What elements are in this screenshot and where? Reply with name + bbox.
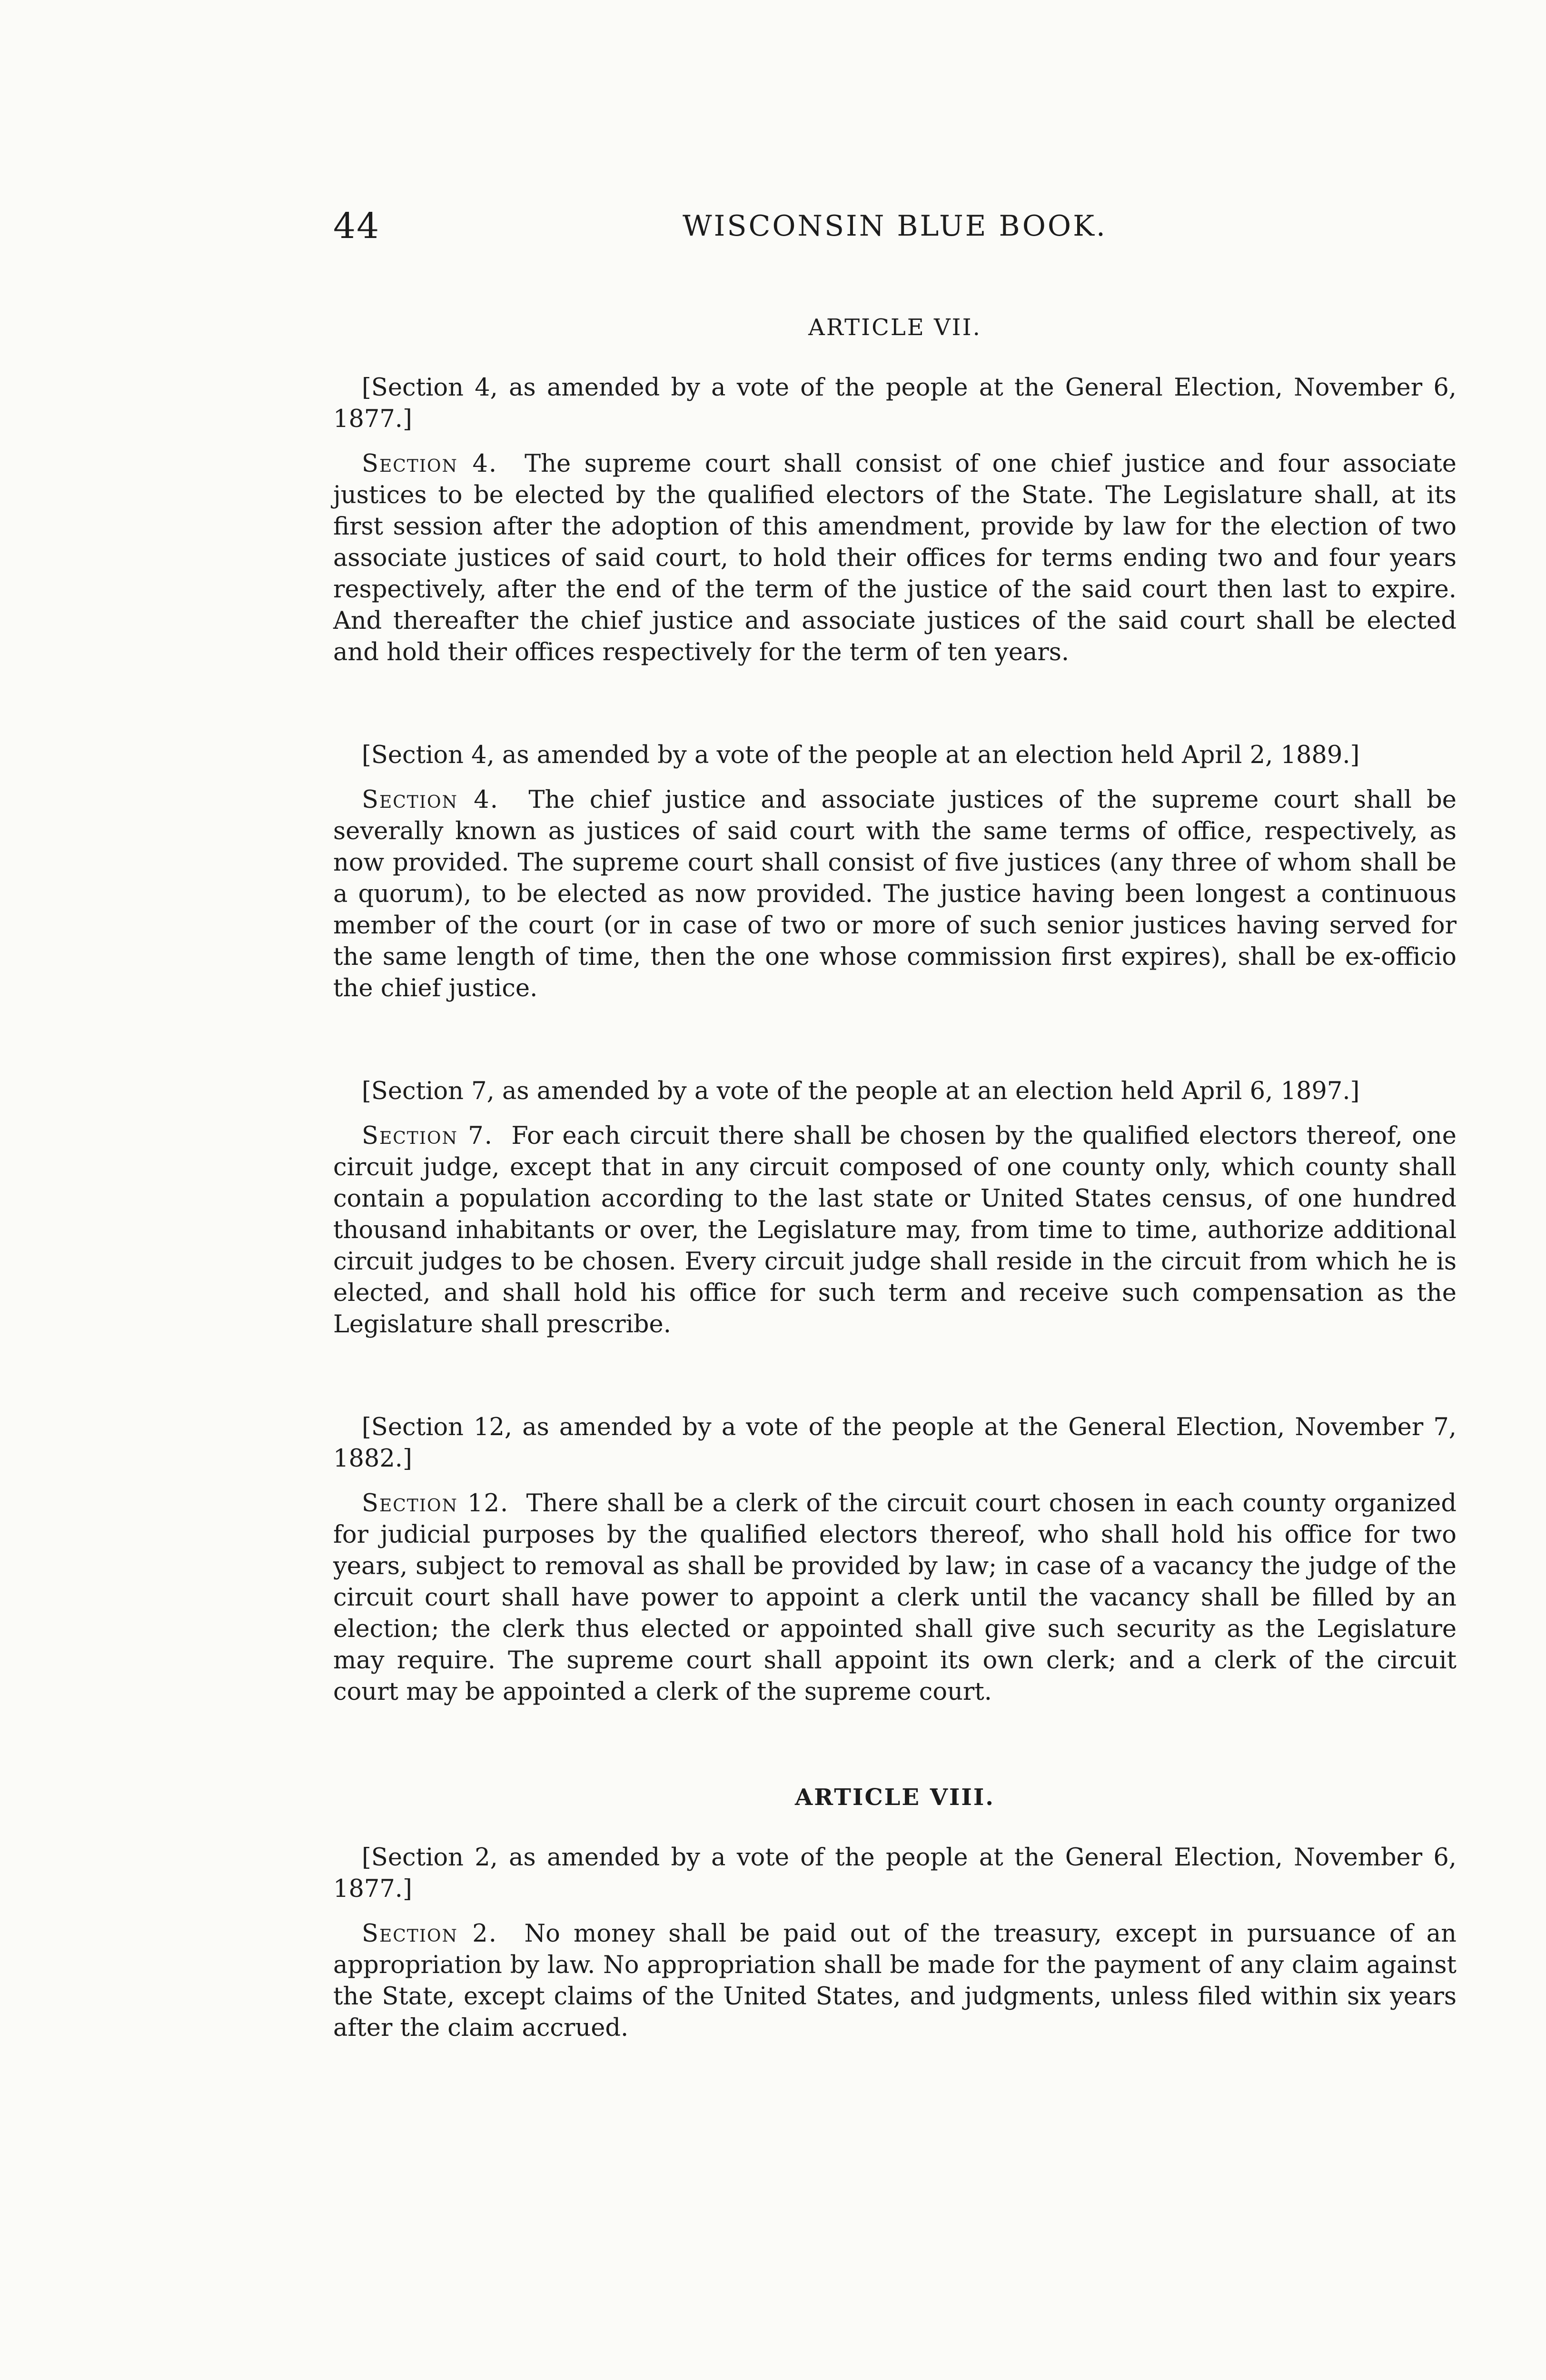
section-text: For each circuit there shall be chosen by the qualified electors thereof, one circuit judge, except that in any circuit composed of one county only, which county shall contain a population according to the last state or United States census, of one hundred thousand inhabitants or over, the Legislature may, from time to time, authorize additional circuit judges to be chosen. Every circuit judge shall reside in the circuit from which he is elected, and shall hold his office for such term and receive such compensation as the Legislature shall prescribe. [333,1122,1457,1339]
section-paragraph [333,1121,1457,1340]
section-text: The chief justice and associate justices of the supreme court shall be severally known as justices of said court with the same terms of office, respectively, as now provided. The supreme court shall consist of five justices (any three of whom shall be a quorum), to be elected as now provided. The justice having been longest a continuous member of the court (or in case of two or more of such senior justices having served for the same length of time, then the one whose commission first expires), shall be ex-officio the chief justice. [333,786,1457,1002]
section-label: Section 4. [362,450,498,478]
section-paragraph [333,448,1457,668]
section-label: Section 12. [362,1489,509,1517]
section-block [333,1076,1457,1340]
section-text: The supreme court shall consist of one chief justice and four associate justices to be elected by the qualified electors of the State. The Legislature shall, at its first session after the adoption of this amendment, provide by law for the election of two associate justices of said court, to hold their offices for terms ending two and four years respectively, after the end of the term of the justice of the said court then last to expire. And thereafter the chief justice and associate justices of the said court shall be elected and hold their offices respectively for the term of ten years. [333,450,1457,666]
section-label: Section 7. [362,1122,493,1150]
amendment-note: [Section 12, as amended by a vote of the people at the General Election, November 7, 1882.] [333,1413,1457,1473]
amendment-note: [Section 4, as amended by a vote of the people at the General Election, November 6, 1877.] [333,374,1457,433]
section-text: No money shall be paid out of the treasury, except in pursuance of an appropriation by law. No appropriation shall be made for the payment of any claim against the State, except claims of the United States, and judgments, unless filed within six years after the claim accrued. [333,1920,1457,2042]
page-body [333,314,1457,2115]
section-label: Section 2. [362,1920,497,1948]
section-block [333,1842,1457,2044]
section-label: Section 4. [362,786,499,814]
amendment-note: [Section 2, as amended by a vote of the people at the General Election, November 6, 1877.] [333,1844,1457,1903]
running-title: WISCONSIN BLUE BOOK. [682,209,1108,243]
section-block [333,1412,1457,1708]
section-paragraph [333,784,1457,1004]
article-heading: ARTICLE VIII. [794,1784,995,1811]
article-vii [333,314,1457,1708]
page-number: 44 [333,206,380,247]
section-block [333,372,1457,668]
section-block [333,740,1457,1004]
section-text: There shall be a clerk of the circuit court chosen in each county organized for judicial purposes by the qualified electors thereof, who shall hold his office for two years, subject to removal as shall be provided by law; in case of a vacancy the judge of the circuit court shall have power to appoint a clerk until the vacancy shall be filled by an election; the clerk thus elected or appointed shall give such security as the Legislature may require. The supreme court shall appoint its own clerk; and a clerk of the circuit court may be appointed a clerk of the supreme court. [333,1489,1457,1706]
section-paragraph [333,1918,1457,2044]
article-heading: ARTICLE VII. [808,314,981,341]
amendment-note: [Section 4, as amended by a vote of the people at an election held April 2, 1889.] [362,741,1360,769]
amendment-note: [Section 7, as amended by a vote of the people at an election held April 6, 1897.] [362,1077,1360,1105]
section-paragraph [333,1488,1457,1708]
article-viii [333,1784,1457,2044]
page-header [333,200,1457,257]
